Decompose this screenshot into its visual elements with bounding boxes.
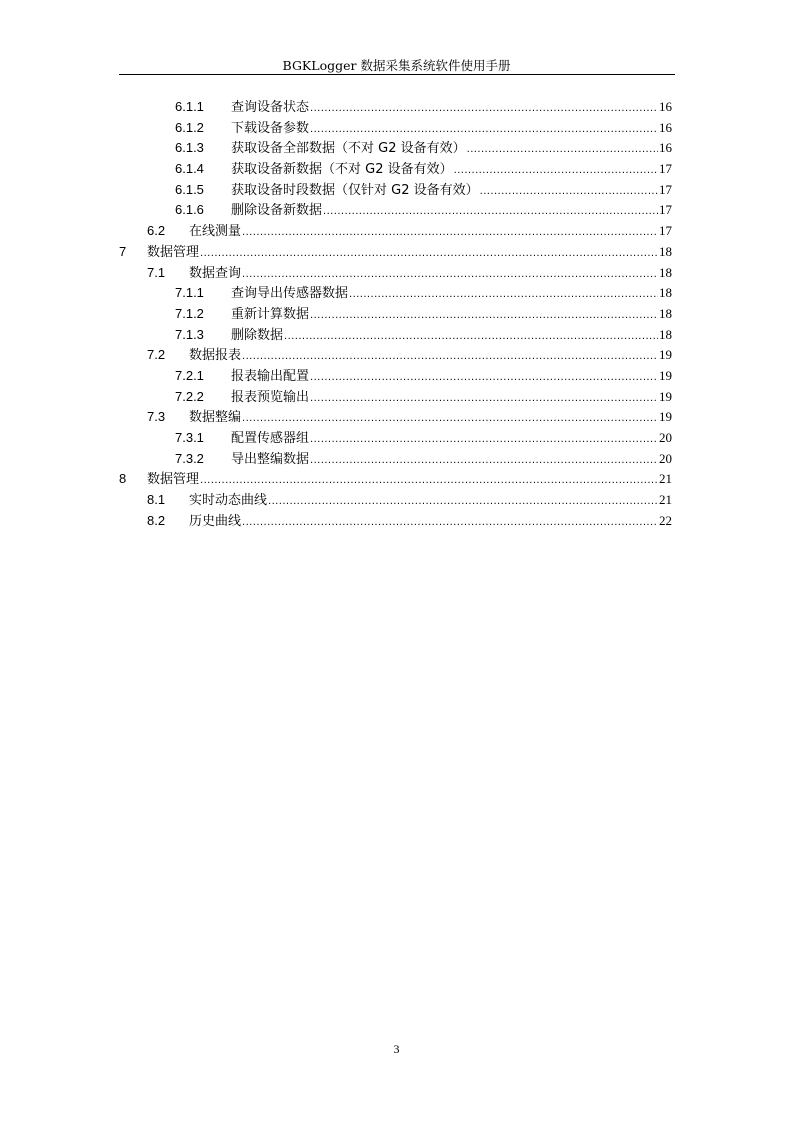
toc-entry-title: 历史曲线 — [189, 513, 242, 529]
toc-entry-number: 7.3.1 — [175, 430, 204, 445]
toc-entry[interactable] — [119, 428, 672, 449]
toc-entry[interactable] — [119, 242, 672, 263]
toc-entry-number: 6.1.1 — [175, 99, 204, 114]
toc-entry-number: 6.1.5 — [175, 181, 204, 197]
header-divider — [119, 74, 675, 75]
toc-entry[interactable] — [119, 511, 672, 532]
toc-entry-title: 重新计算数据 — [231, 306, 310, 322]
toc-dot-leader — [454, 160, 658, 182]
toc-dot-leader — [310, 305, 658, 327]
toc-dot-leader — [467, 139, 658, 161]
toc-entry[interactable] — [119, 449, 672, 470]
toc-entry-page: 17 — [659, 202, 672, 218]
toc-entry[interactable] — [119, 97, 672, 118]
toc-dot-leader — [480, 181, 658, 203]
toc-entry-title: 实时动态曲线 — [189, 493, 268, 509]
toc-entry-page: 19 — [659, 367, 672, 383]
toc-entry-title: 删除设备新数据 — [231, 203, 323, 219]
toc-entry[interactable] — [119, 200, 672, 221]
toc-entry-title: 查询设备状态 — [231, 100, 310, 115]
toc-entry-title: 数据报表 — [189, 348, 242, 364]
toc-dot-leader — [310, 98, 658, 120]
toc-dot-leader — [349, 284, 658, 306]
toc-entry[interactable] — [119, 263, 672, 284]
toc-entry-number: 8.1 — [147, 492, 166, 508]
toc-entry-number: 6.2 — [147, 223, 166, 239]
toc-entry-title: 下载设备参数 — [231, 120, 310, 136]
toc-entry-title: 配置传感器组 — [231, 431, 310, 446]
toc-entry-page: 17 — [659, 181, 672, 197]
toc-entry-title: 报表输出配置 — [231, 368, 310, 384]
toc-dot-leader — [310, 367, 658, 389]
toc-entry-number: 7.2.1 — [175, 367, 204, 383]
toc-entry[interactable] — [119, 490, 672, 511]
toc-dot-leader — [310, 119, 658, 141]
toc-entry-title: 删除数据 — [231, 327, 284, 343]
toc-entry[interactable] — [119, 180, 672, 201]
toc-dot-leader — [284, 326, 658, 348]
toc-entry-title: 数据查询 — [189, 265, 242, 281]
toc-entry-number: 8.2 — [147, 512, 166, 528]
toc-entry-page: 18 — [659, 243, 672, 259]
toc-dot-leader — [200, 470, 658, 492]
toc-entry-page: 18 — [659, 264, 672, 280]
toc-entry-page: 21 — [659, 471, 672, 487]
toc-entry-title: 报表预览输出 — [231, 389, 310, 405]
toc-entry[interactable] — [119, 345, 672, 366]
toc-entry-title: 获取设备时段数据（仅针对 G2 设备有效） — [231, 182, 479, 198]
toc-dot-leader — [310, 388, 658, 410]
toc-entry-page: 18 — [659, 305, 672, 321]
toc-entry-number: 7.2.2 — [175, 388, 204, 404]
toc-entry-page: 20 — [659, 430, 672, 445]
toc-entry-number: 8 — [119, 471, 127, 487]
toc-dot-leader — [242, 346, 658, 368]
toc-dot-leader — [242, 408, 658, 430]
toc-entry-number: 7 — [119, 243, 127, 259]
toc-entry-page: 19 — [659, 409, 672, 425]
table-of-contents — [119, 97, 672, 531]
toc-entry-number: 7.1 — [147, 264, 166, 280]
toc-entry-page: 20 — [659, 450, 672, 466]
toc-entry[interactable] — [119, 387, 672, 408]
toc-entry-page: 19 — [659, 347, 672, 363]
toc-entry-title: 导出整编数据 — [231, 451, 310, 467]
toc-dot-leader — [310, 429, 658, 451]
toc-entry-page: 21 — [659, 492, 672, 508]
toc-entry[interactable] — [119, 407, 672, 428]
toc-entry-page: 19 — [659, 388, 672, 404]
toc-entry-title: 数据管理 — [147, 244, 200, 260]
header-title: BGKLogger 数据采集系统软件使用手册 — [282, 58, 511, 73]
toc-entry-number: 6.1.4 — [175, 161, 204, 177]
toc-entry-page: 16 — [659, 99, 672, 114]
toc-entry[interactable] — [119, 366, 672, 387]
toc-dot-leader — [310, 450, 658, 472]
toc-entry-page: 18 — [659, 285, 672, 301]
toc-entry-number: 7.1.2 — [175, 305, 204, 321]
toc-entry-page: 22 — [659, 512, 672, 528]
toc-entry-page: 16 — [659, 119, 672, 135]
toc-entry-page: 17 — [659, 161, 672, 177]
toc-dot-leader — [242, 512, 658, 534]
toc-entry-number: 7.3 — [147, 409, 166, 425]
toc-entry-page: 16 — [659, 140, 672, 156]
toc-dot-leader — [323, 201, 658, 223]
toc-entry-number: 7.3.2 — [175, 450, 204, 466]
toc-entry-number: 7.1.3 — [175, 326, 204, 342]
toc-entry[interactable] — [119, 325, 672, 346]
toc-entry-number: 6.1.3 — [175, 140, 204, 156]
toc-entry-number: 6.1.2 — [175, 119, 204, 135]
toc-entry-number: 7.1.1 — [175, 285, 204, 301]
toc-dot-leader — [242, 222, 658, 244]
toc-entry-page: 17 — [659, 223, 672, 239]
toc-entry[interactable] — [119, 283, 672, 304]
toc-entry[interactable] — [119, 138, 672, 159]
toc-entry[interactable] — [119, 469, 672, 490]
toc-entry[interactable] — [119, 159, 672, 180]
toc-entry-title: 数据整编 — [189, 410, 242, 426]
toc-dot-leader — [242, 264, 658, 286]
toc-entry-title: 查询导出传感器数据 — [231, 286, 349, 302]
toc-dot-leader — [268, 491, 658, 513]
toc-entry[interactable] — [119, 304, 672, 325]
toc-entry-title: 获取设备新数据（不对 G2 设备有效） — [231, 162, 453, 178]
toc-entry[interactable] — [119, 221, 672, 242]
page-number: 3 — [393, 1042, 400, 1056]
toc-entry-title: 数据管理 — [147, 472, 200, 488]
toc-entry-number: 6.1.6 — [175, 202, 204, 218]
toc-entry[interactable] — [119, 118, 672, 139]
toc-dot-leader — [200, 243, 658, 265]
toc-entry-title: 在线测量 — [189, 224, 242, 240]
toc-entry-page: 18 — [659, 326, 672, 342]
toc-entry-title: 获取设备全部数据（不对 G2 设备有效） — [231, 141, 466, 157]
toc-entry-number: 7.2 — [147, 347, 166, 363]
